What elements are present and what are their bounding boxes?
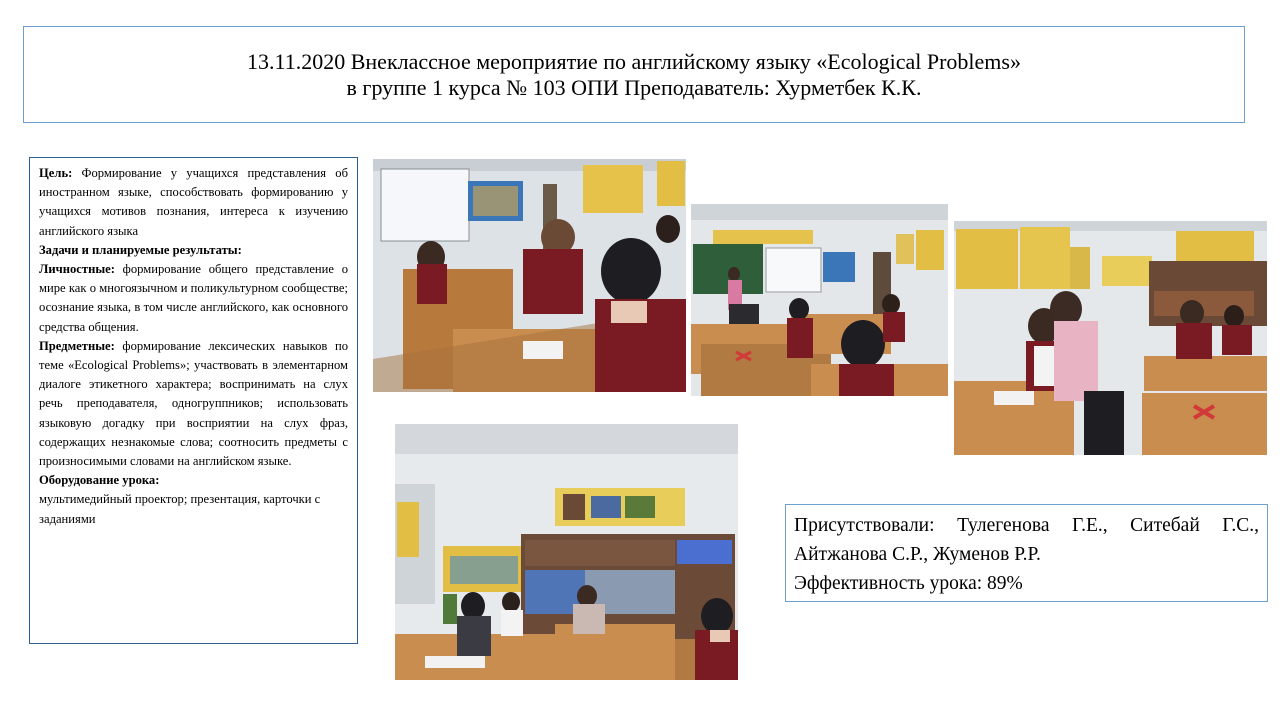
personal-text: формирование общего представление о мире как о многоязычном и поликультурном сообществе; осознание языка, в том числе английского, как основного средства общения. xyxy=(39,262,348,334)
attendance-box xyxy=(785,504,1268,602)
title-line-2: в группе 1 курса № 103 ОПИ Преподаватель: Хурметбек К.К. xyxy=(346,74,922,100)
goal-paragraph xyxy=(39,164,348,241)
subject-paragraph xyxy=(39,337,348,471)
classroom-photo-4 xyxy=(395,424,738,680)
title-box xyxy=(23,26,1245,123)
attendance-text: Присутствовали: Тулегенова Г.Е., Ситебай Г.С., Айтжанова С.Р., Жуменов Р.Р. xyxy=(794,515,1259,565)
title-line-1: 13.11.2020 Внеклассное мероприятие по английскому языку «Ecological Problems» xyxy=(247,48,1021,74)
classroom-photo-1 xyxy=(373,159,686,392)
subject-text: формирование лексических навыков по теме «Ecological Problems»; участвовать в элементарном диалоге этикетного характера; воспринимать на слух речь преподавателя, одногруппников; использовать языковую догадку при восприятии на слух фраз, содержащих незнакомые слова; соотносить предметы с произносимыми словами на английском языке. xyxy=(39,338,348,469)
equipment-heading: Оборудование урока: xyxy=(39,473,160,488)
tasks-heading: Задачи и планируемые результаты: xyxy=(39,242,242,257)
classroom-photo-3 xyxy=(954,221,1267,455)
personal-label: Личностные: xyxy=(39,262,115,277)
goal-text: Формирование у учащихся представления об иностранном языке, способствовать формированию у учащихся мотивов познания, интереса к изучению английского языка xyxy=(39,166,348,238)
lesson-goals-box xyxy=(29,157,358,644)
goal-label: Цель: xyxy=(39,166,73,180)
subject-label: Предметные: xyxy=(39,338,115,353)
classroom-photo-2 xyxy=(691,204,948,396)
personal-paragraph xyxy=(39,260,348,337)
equipment-text: мультимедийный проектор; презентация, карточки с заданиями xyxy=(39,492,321,526)
efficiency-text: Эффективность урока: 89% xyxy=(794,573,1023,594)
